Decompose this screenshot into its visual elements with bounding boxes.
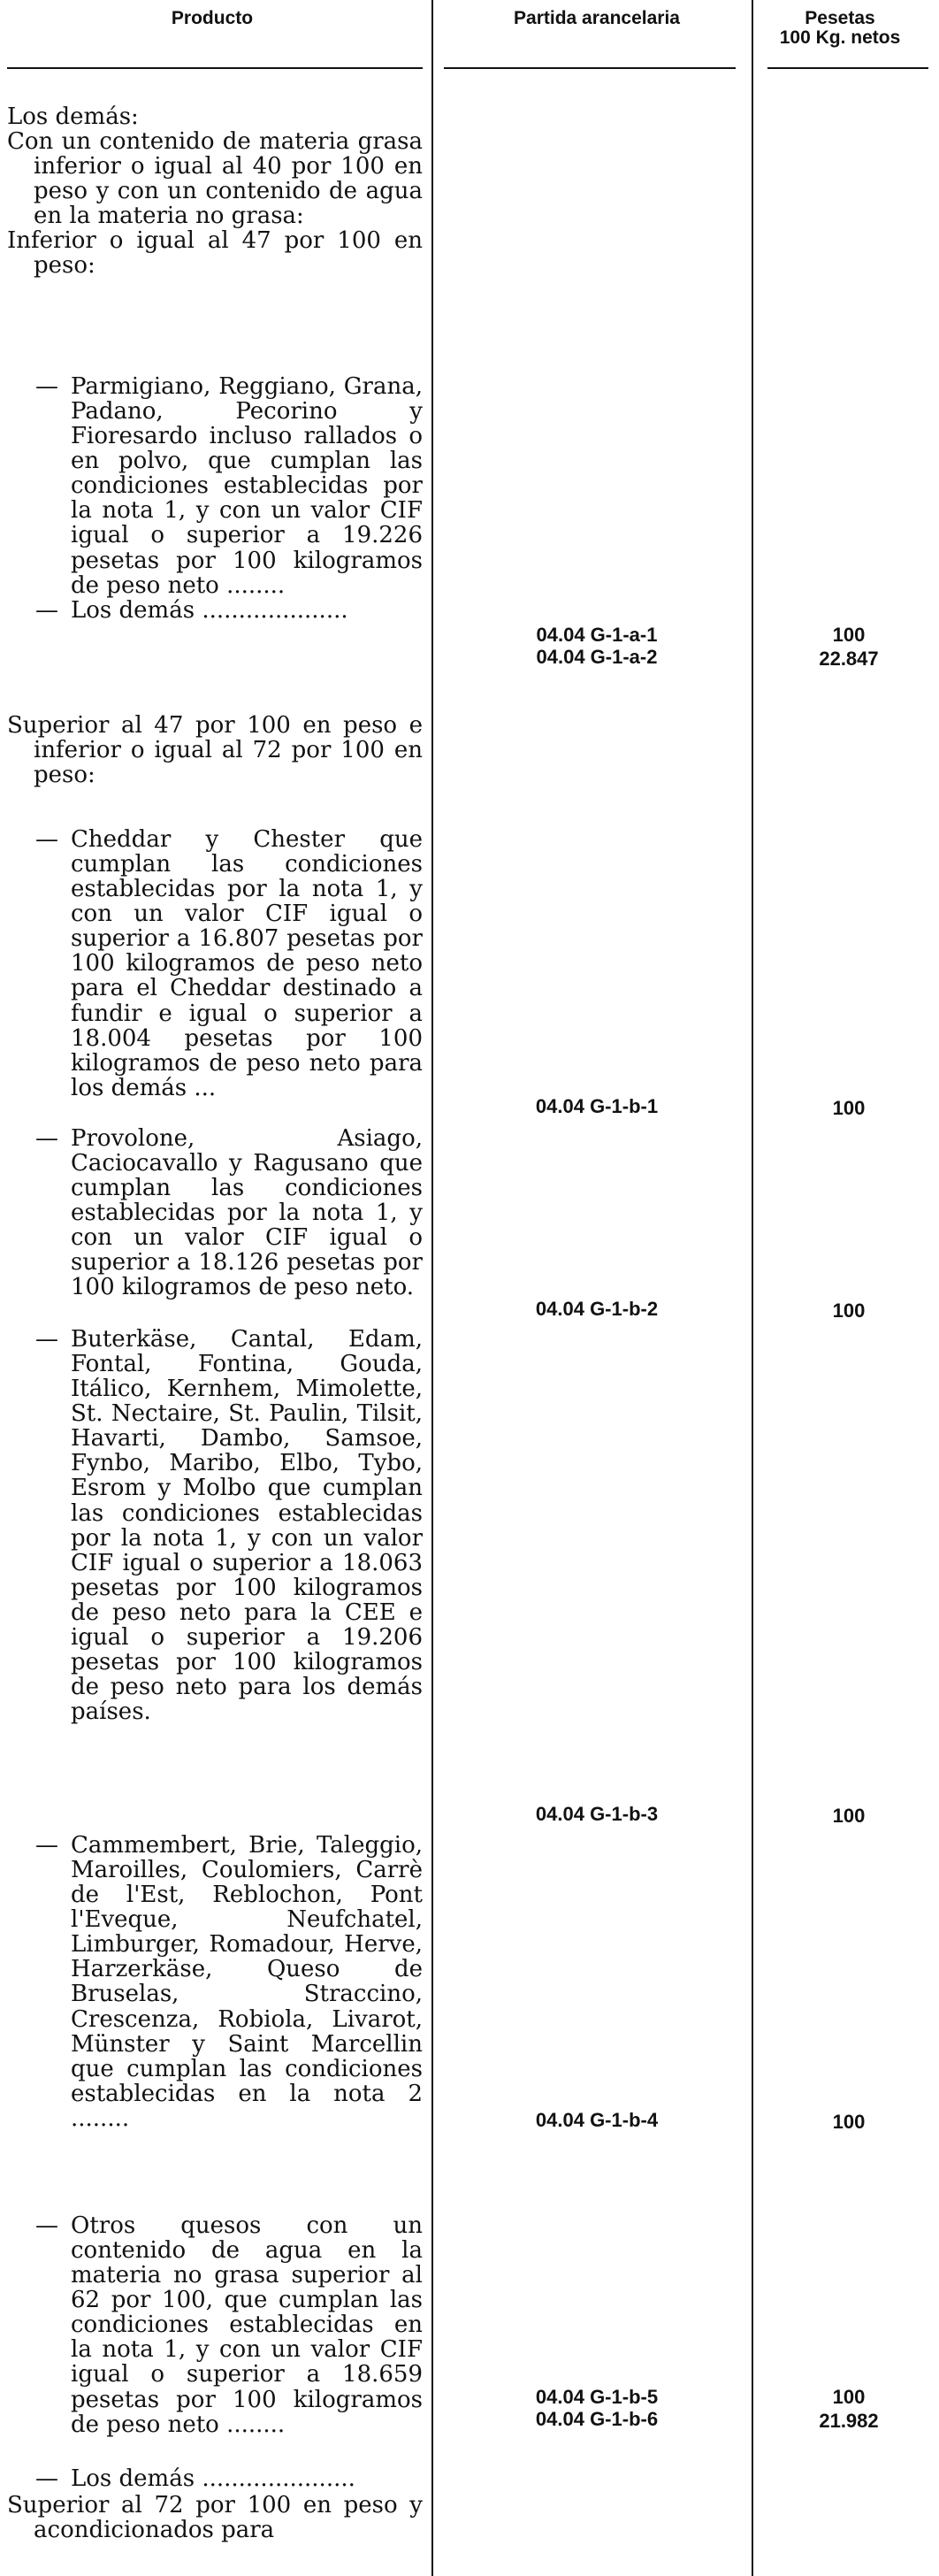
item-text: Otros quesos con un contenido de agua en la materia no grasa superior al 62 por 100, que cumplan las condiciones establecidas en la nota 1, y con un valor CIF igual o superior a 18.659 pesetas por 100 kilogramos de peso neto ........ [71,2212,423,2438]
section-superior-72: Superior al 72 por 100 en peso y acondicionados para [7,2492,423,2544]
item-group-b [7,827,423,2491]
section-superior-47: Superior al 47 por 100 en peso e inferior o igual al 72 por 100 en peso: [7,712,423,789]
product-column [7,104,423,310]
dash-mark: — [35,373,58,400]
item-group-a [7,374,423,623]
price-value: 100 [832,2386,866,2408]
price-value: 100 [832,624,866,646]
dash-mark: — [35,1832,58,1859]
header-price-line1: Pesetas [805,8,875,28]
list-item [35,1126,423,1327]
header-price-line2: 100 Kg. netos [779,27,901,49]
tariff-code: 04.04 G-1-a-1 [536,624,658,646]
list-item [35,2466,423,2491]
list-item [35,1833,423,2213]
item-text: Provolone, Asiago, Caciocavallo y Ragusano que cumplan las condiciones establecidas por la nota 1, y con un valor CIF igual o superior a 18.126 pesetas por 100 kilogramos de peso neto. [71,1125,423,1301]
list-item [35,374,423,598]
rule-price [767,67,928,69]
dash-mark: — [35,596,58,624]
dash-mark: — [35,1125,58,1152]
tariff-code: 04.04 G-1-b-3 [535,1803,659,1825]
item-text: Parmigiano, Reggiano, Grana, Padano, Pecorino y Fioresardo incluso rallados o en polvo, que cumplan las condiciones establecidas por la nota 1, y con un valor CIF igual o superior a 19.226 pesetas por 100 kilogramos de peso neto ........ [71,373,423,599]
section-los-demas: Los demás: [7,104,139,130]
rule-product [7,67,423,69]
header-product: Producto [171,8,254,28]
item-text: Buterkäse, Cantal, Edam, Fontal, Fontina, Gouda, Itálico, Kernhem, Mimolette, St. Nectaire, St. Paulin, Tilsit, Havarti, Dambo, Samsoe, Fynbo, Maribo, Elbo, Tybo, Esrom y Molbo que cumplan las condiciones establecidas por la nota 1, y con un valor CIF igual o superior a 18.063 pesetas por 100 kilogramos de peso neto para la CEE e igual o superior a 19.206 pesetas por 100 kilogramos de peso neto para los demás países. [71,1326,423,1726]
header-price [743,9,937,48]
item-text: Cheddar y Chester que cumplan las condiciones establecidas por la nota 1, y con un valor CIF igual o superior a 16.807 pesetas por 100 kilogramos de peso neto para el Cheddar destinado a fundir e igual o superior a 18.004 pesetas por 100 kilogramos de peso neto para los demás ... [71,826,423,1101]
price-value: 100 [832,1300,866,1322]
column-divider-2 [752,0,753,2576]
dash-mark: — [35,2465,58,2492]
tariff-code: 04.04 G-1-b-1 [535,1095,659,1117]
tariff-code: 04.04 G-1-a-2 [536,646,658,668]
section-inferior-47: Inferior o igual al 47 por 100 en peso: [7,227,423,280]
dash-mark: — [35,2212,58,2239]
dash-mark: — [35,826,58,853]
tariff-code: 04.04 G-1-b-6 [535,2408,659,2430]
item-text: Los demás ..................... [71,2465,355,2492]
column-divider-1 [431,0,433,2576]
product-column-3 [7,2493,423,2542]
list-item [35,598,423,623]
section-materia-grasa: Con un contenido de materia grasa inferior o igual al 40 por 100 en peso y con un contenido de agua en la materia no grasa: [7,128,423,230]
item-text: Los demás .................... [71,596,348,624]
rule-tariff [444,67,736,69]
list-item [35,1327,423,1833]
price-value: 100 [832,1805,866,1827]
price-value: 100 [832,1097,866,1119]
price-value: 22.847 [819,648,879,670]
tariff-code: 04.04 G-1-b-4 [535,2109,659,2131]
tariff-code: 04.04 G-1-b-5 [535,2386,659,2408]
price-value: 21.982 [819,2410,879,2432]
list-item [35,827,423,1126]
list-item [35,2213,423,2466]
product-column-2 [7,713,423,787]
dash-mark: — [35,1326,58,1353]
header-tariff: Partida arancelaria [514,8,680,28]
item-text: Cammembert, Brie, Taleggio, Maroilles, Coulomiers, Carrè de l'Est, Reblochon, Pont l'Eveque, Neufchatel, Limburger, Romadour, Herve, Harzerkäse, Queso de Bruselas, Straccino, Crescenza, Robiola, Livarot, Münster y Saint Marcellin que cumplan las condiciones establecidas en la nota 2 ........ [71,1832,423,2132]
tariff-code: 04.04 G-1-b-2 [535,1298,659,1320]
price-value: 100 [832,2111,866,2133]
